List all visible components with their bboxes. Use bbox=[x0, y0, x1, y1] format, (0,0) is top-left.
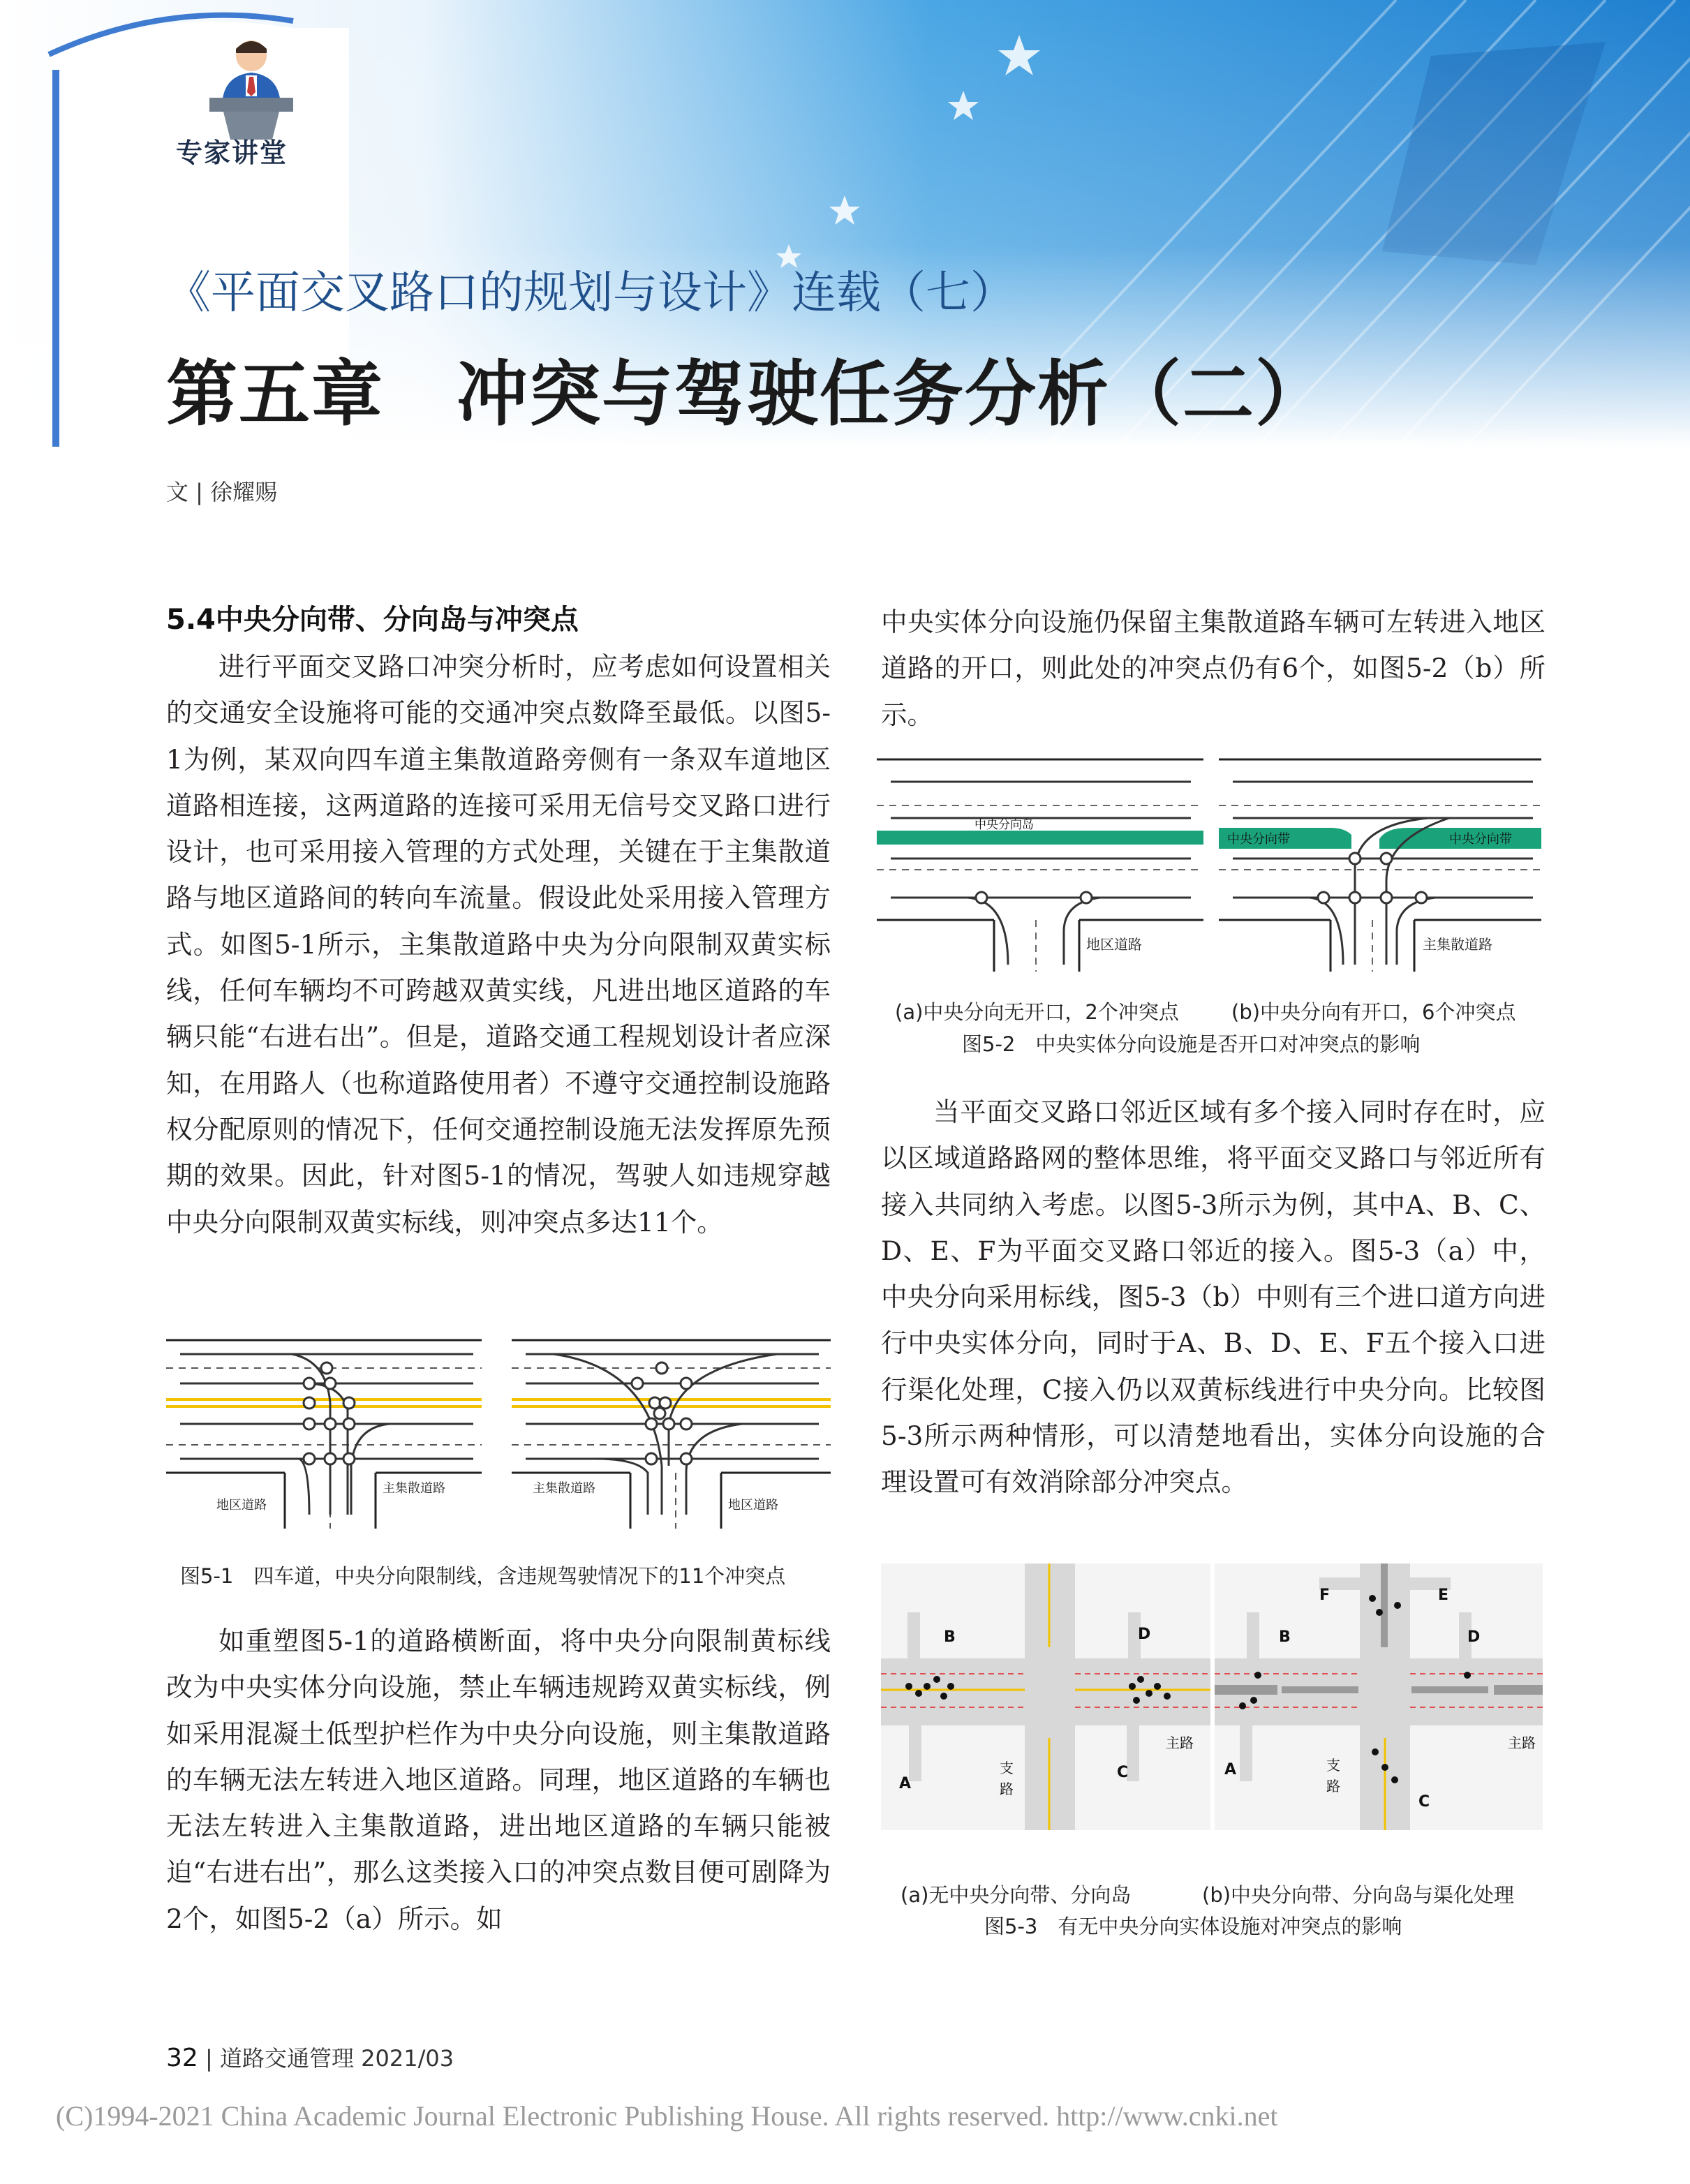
fig1-label-local-b: 地区道路 bbox=[728, 1498, 778, 1513]
fig3b-label-c: C bbox=[1418, 1793, 1430, 1811]
fig3a-label-a: A bbox=[899, 1775, 912, 1792]
left-column-bottom bbox=[166, 1618, 831, 1942]
fig3b-label-d: D bbox=[1467, 1628, 1481, 1646]
fig3b-label-b: B bbox=[1279, 1628, 1291, 1646]
figure-5-2-caption-b: (b)中央分向有开口，6个冲突点 bbox=[1231, 1000, 1516, 1024]
fig2-label-main: 主集散道路 bbox=[1423, 936, 1492, 953]
right-column-top bbox=[881, 599, 1546, 738]
copyright-line bbox=[56, 2100, 1277, 2132]
publication-name: 道路交通管理 bbox=[219, 2045, 354, 2072]
figure-5-2-caption-a: (a)中央分向无开口，2个冲突点 bbox=[895, 1000, 1179, 1024]
figure-5-3 bbox=[881, 1563, 1543, 1830]
figure-5-3-caption-a: (a)无中央分向带、分向岛 bbox=[900, 1883, 1132, 1907]
section-label: 专家讲堂 bbox=[176, 138, 288, 168]
figure-5-2-diagram bbox=[877, 755, 1541, 972]
fig3b-label-main: 主路 bbox=[1508, 1734, 1536, 1751]
series-title: 《平面交叉路口的规划与设计》连载（七） bbox=[166, 267, 1015, 319]
copyright-text: (C)1994-2021 China Academic Journal Electronic Publishing House. All rights reserved. bbox=[56, 2100, 1050, 2132]
byline: 文 | 徐耀赐 bbox=[166, 479, 278, 505]
fig3a-label-main: 主路 bbox=[1166, 1734, 1194, 1751]
figure-5-3-diagram bbox=[881, 1563, 1543, 1830]
figure-5-2 bbox=[877, 755, 1541, 972]
fig3b-label-f: F bbox=[1319, 1587, 1330, 1604]
right-column-bottom bbox=[881, 1089, 1546, 1506]
fig2-label-median-a: 中央分向岛 bbox=[974, 818, 1034, 832]
cnki-link[interactable]: http://www.cnki.net bbox=[1056, 2100, 1278, 2132]
figure-5-1-caption: 图5-1 四车道，中央分向限制线，含违规驾驶情况下的11个冲突点 bbox=[180, 1564, 786, 1588]
fig3a-label-b: B bbox=[944, 1628, 956, 1646]
fig3a-label-d: D bbox=[1138, 1626, 1151, 1643]
figure-5-2-caption: 图5-2 中央实体分向设施是否开口对冲突点的影响 bbox=[962, 1032, 1421, 1056]
fig3a-label-branch-1: 支 bbox=[1000, 1760, 1014, 1776]
paragraph-3: 中央实体分向设施仍保留主集散道路车辆可左转进入地区道路的开口，则此处的冲突点仍有6个，如图5-2（b）所示。 bbox=[881, 607, 1546, 730]
fig2-label-median-b2: 中央分向带 bbox=[1449, 832, 1512, 847]
fig2-label-local: 地区道路 bbox=[1086, 936, 1142, 953]
left-column-top bbox=[166, 600, 831, 1245]
page-number: 32 bbox=[166, 2044, 198, 2072]
fig3a-label-c: C bbox=[1117, 1764, 1129, 1781]
fig3b-label-a: A bbox=[1224, 1761, 1237, 1778]
fig1-label-local-a: 地区道路 bbox=[216, 1498, 267, 1513]
figure-5-3-caption: 图5-3 有无中央分向实体设施对冲突点的影响 bbox=[984, 1915, 1402, 1938]
fig1-label-main-a: 主集散道路 bbox=[383, 1481, 445, 1496]
chapter-title: 第五章 冲突与驾驶任务分析（二） bbox=[166, 353, 1328, 436]
fig1-label-main-b: 主集散道路 bbox=[533, 1481, 595, 1496]
figure-5-1 bbox=[166, 1326, 831, 1529]
section-heading: 5.4中央分向带、分向岛与冲突点 bbox=[166, 604, 579, 636]
paragraph-2: 如重塑图5-1的道路横断面，将中央分向限制黄标线改为中央实体分向设施，禁止车辆违规跨双黄实标线，例如采用混凝土低型护栏作为中央分向设施，则主集散道路的车辆无法左转进入地区道路。同理，地区道路的车辆也无法左转进入主集散道路，进出地区道路的车辆只能被迫“右进右出”，那么这类接入口的冲突点数目便可剧降为2个，如图5-2（a）所示。如 bbox=[166, 1626, 831, 1934]
fig2-label-median-b1: 中央分向带 bbox=[1227, 832, 1290, 847]
fig3b-label-branch-1: 支 bbox=[1326, 1757, 1340, 1774]
footer-separator: | bbox=[205, 2045, 220, 2072]
page-footer bbox=[166, 2041, 454, 2073]
paragraph-4: 当平面交叉路口邻近区域有多个接入同时存在时，应以区域道路路网的整体思维，将平面交叉路口与邻近所有接入共同纳入考虑。以图5-3所示为例，其中A、B、C、D、E、F为平面交叉路口邻近的接入。图5-3（a）中，中央分向采用标线，图5-3（b）中则有三个进口道方向进行中央实体分向，同时于A、B、D、E、F五个接入口进行渠化处理，C接入仍以双黄标线进行中央分向。比较图5-3所示两种情形，可以清楚地看出，实体分向设施的合理设置可有效消除部分冲突点。 bbox=[881, 1097, 1546, 1498]
fig3a-label-branch-2: 路 bbox=[1000, 1781, 1014, 1797]
issue-number: 2021/03 bbox=[361, 2045, 454, 2072]
paragraph-1: 进行平面交叉路口冲突分析时，应考虑如何设置相关的交通安全设施将可能的交通冲突点数降至最低。以图5-1为例，某双向四车道主集散道路旁侧有一条双车道地区道路相连接，这两道路的连接可采用无信号交叉路口进行设计，也可采用接入管理的方式处理，关键在于主集散道路与地区道路间的转向车流量。假设此处采用接入管理方式。如图5-1所示，主集散道路中央为分向限制双黄实标线，任何车辆均不可跨越双黄实线，凡进出地区道路的车辆只能“右进右出”。但是，道路交通工程规划设计者应深知，在用路人（也称道路使用者）不遵守交通控制设施路权分配原则的情况下，任何交通控制设施无法发挥原先预期的效果。因此，针对图5-1的情况，驾驶人如违规穿越中央分向限制双黄实标线，则冲突点多达11个。 bbox=[166, 651, 831, 1238]
figure-5-1-diagram bbox=[166, 1326, 831, 1529]
fig3b-label-e: E bbox=[1438, 1587, 1449, 1604]
fig3b-label-branch-2: 路 bbox=[1326, 1778, 1340, 1795]
figure-5-3-caption-b: (b)中央分向带、分向岛与渠化处理 bbox=[1202, 1883, 1515, 1907]
